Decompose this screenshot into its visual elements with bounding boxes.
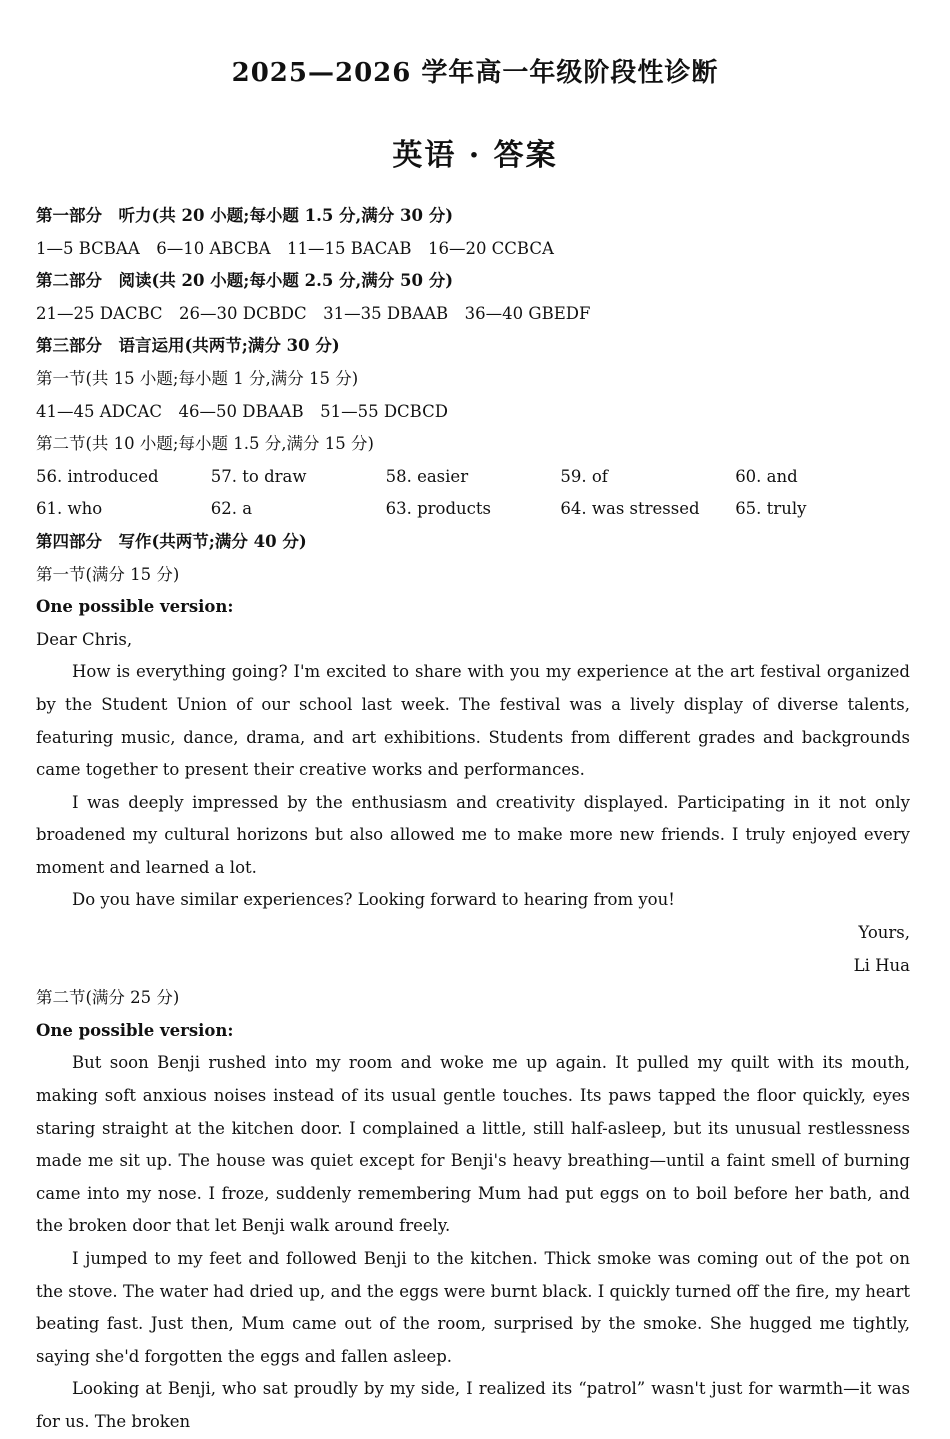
- answer-64: 64. was stressed: [560, 499, 700, 519]
- part3-section1-answers: 41—45 ADCAC 46—50 DBAAB 51—55 DCBCD: [36, 401, 448, 421]
- letter-closing: Yours,: [858, 923, 910, 943]
- part4-section1-heading: 第一节(满分 15 分): [36, 564, 180, 584]
- part4-section1-label: One possible version:: [36, 597, 234, 617]
- answer-59: 59. of: [560, 466, 608, 486]
- part3-heading: 第三部分 语言运用(共两节;满分 30 分): [36, 336, 340, 356]
- part2-heading: 第二部分 阅读(共 20 小题;每小题 2.5 分,满分 50 分): [36, 271, 454, 291]
- answer-63: 63. products: [385, 499, 491, 519]
- letter-paragraph-2: I was deeply impressed by the enthusiasm and creativity displayed. Participating in it not only broadened my cultural horizons but also allowed me to make more new friends. I truly enjoyed every moment and learned a lot.: [36, 792, 910, 877]
- answer-65: 65. truly: [735, 499, 807, 519]
- part3-section2-heading: 第二节(共 10 小题;每小题 1.5 分,满分 15 分): [36, 434, 374, 454]
- letter-greeting: Dear Chris,: [36, 629, 133, 649]
- part2-answers: 21—25 DACBC 26—30 DCBDC 31—35 DBAAB 36—40 GBEDF: [36, 303, 591, 323]
- answer-60: 60. and: [735, 466, 798, 486]
- answer-61: 61. who: [36, 499, 103, 519]
- letter-signature: Li Hua: [853, 955, 910, 975]
- document-title: 2025—2026 学年高一年级阶段性诊断: [231, 58, 719, 88]
- answer-58: 58. easier: [385, 466, 469, 486]
- part3-section1-heading: 第一节(共 15 小题;每小题 1 分,满分 15 分): [36, 368, 359, 388]
- part1-answers: 1—5 BCBAA 6—10 ABCBA 11—15 BACAB 16—20 CCBCA: [36, 238, 554, 258]
- story-paragraph-3: Looking at Benji, who sat proudly by my side, I realized its “patrol” wasn't just for warmth—it was for us. The broken: [36, 1379, 910, 1431]
- letter-paragraph-3: Do you have similar experiences? Looking forward to hearing from you!: [72, 890, 675, 910]
- answer-57: 57. to draw: [210, 466, 307, 486]
- document-subtitle: 英语 · 答案: [392, 138, 558, 173]
- fill-in-answers-row-1: [36, 461, 910, 494]
- answer-62: 62. a: [210, 499, 253, 519]
- answer-content: [36, 200, 910, 1431]
- part1-heading: 第一部分 听力(共 20 小题;每小题 1.5 分,满分 30 分): [36, 206, 454, 225]
- story-paragraph-1: But soon Benji rushed into my room and woke me up again. It pulled my quilt with its mouth, making soft anxious noises instead of its usual gentle touches. Its paws tapped the floor quickly, eyes staring straight at the kitchen door. I complained a little, still half-asleep, but its unusual restlessness made me sit up. The house was quiet except for Benji's heavy breathing—until a faint smell of burning came into my nose. I froze, suddenly remembering Mum had put eggs on to boil before her bath, and the broken door that let Benji walk around freely.: [36, 1053, 910, 1236]
- answer-56: 56. introduced: [36, 466, 159, 486]
- letter-paragraph-1: How is everything going? I'm excited to share with you my experience at the art festival organized by the Student Union of our school last week. The festival was a lively display of diverse talents, featuring music, dance, drama, and art exhibitions. Students from different grades and backgrounds came together to present their creative works and performances.: [36, 662, 910, 780]
- part4-heading: 第四部分 写作(共两节;满分 40 分): [36, 531, 307, 551]
- part4-section2-heading: 第二节(满分 25 分): [36, 988, 180, 1008]
- part4-section2-label: One possible version:: [36, 1020, 234, 1040]
- story-paragraph-2: I jumped to my feet and followed Benji to the kitchen. Thick smoke was coming out of the pot on the stove. The water had dried up, and the eggs were burnt black. I quickly turned off the fire, my heart beating fast. Just then, Mum came out of the room, surprised by the smoke. She hugged me tightly, saying she'd forgotten the eggs and fallen asleep.: [36, 1249, 910, 1366]
- fill-in-answers-row-2: [36, 493, 910, 526]
